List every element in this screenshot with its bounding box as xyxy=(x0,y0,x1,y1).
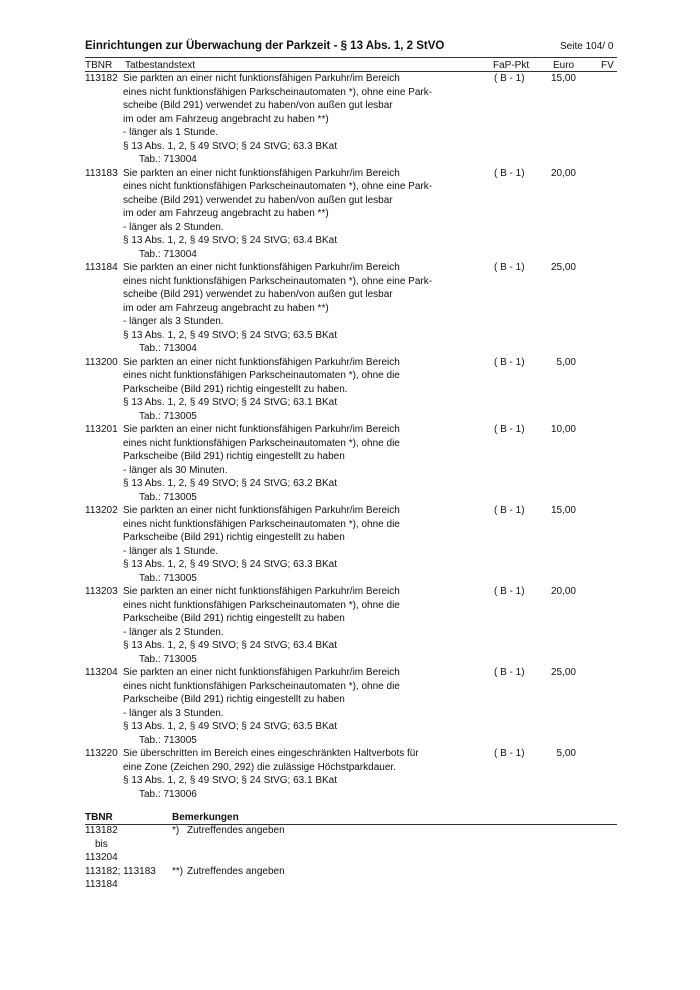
fap-cell: ( B - 1) xyxy=(494,356,525,368)
tatbestand-line: § 13 Abs. 1, 2, § 49 StVO; § 24 StVG; 63.4 BKat xyxy=(123,640,338,651)
remarks-row xyxy=(0,851,700,865)
tatbestand-line: - länger als 3 Stunden. xyxy=(123,707,224,719)
tatbestand-line: eines nicht funktionsfähigen Parkscheinautomaten *), ohne die xyxy=(123,599,400,611)
tatbestand-line: § 13 Abs. 1, 2, § 49 StVO; § 24 StVG; 63.1 BKat xyxy=(123,775,338,786)
header-rule-top xyxy=(85,57,617,58)
tbnr-cell: 113220 xyxy=(85,748,118,759)
tatbestand-line: - länger als 1 Stunde. xyxy=(123,127,219,138)
col-header-fv: FV xyxy=(601,60,614,71)
table-row xyxy=(0,72,700,167)
remarks-row xyxy=(0,824,700,838)
remarks-tbnr: 113182 xyxy=(85,825,118,836)
fap-cell: ( B - 1) xyxy=(494,748,525,759)
tatbestand-line: scheibe (Bild 291) verwendet zu haben/von außen gut lesbar xyxy=(123,194,393,206)
remarks-tbnr: 113184 xyxy=(85,879,118,890)
tatbestand-line: - länger als 2 Stunden. xyxy=(123,221,224,233)
table-row xyxy=(0,167,700,262)
euro-cell: 15,00 xyxy=(550,505,576,516)
tatbestand-cell xyxy=(123,72,700,167)
tatbestand-line: eines nicht funktionsfähigen Parkscheinautomaten *), ohne die xyxy=(123,518,400,530)
tatbestand-line: § 13 Abs. 1, 2, § 49 StVO; § 24 StVG; 63.1 BKat xyxy=(123,397,338,408)
euro-cell: 15,00 xyxy=(550,73,576,84)
tbnr-cell: 113183 xyxy=(85,167,118,179)
tatbestand-line: - länger als 2 Stunden. xyxy=(123,626,224,638)
fap-cell: ( B - 1) xyxy=(494,667,525,678)
tatbestand-line: § 13 Abs. 1, 2, § 49 StVO; § 24 StVG; 63.3 BKat xyxy=(123,559,338,570)
tatbestand-line: im oder am Fahrzeug angebracht zu haben **) xyxy=(123,113,329,125)
tatbestand-line: § 13 Abs. 1, 2, § 49 StVO; § 24 StVG; 63.5 BKat xyxy=(123,721,338,732)
tatbestand-cell xyxy=(123,504,700,585)
tatbestand-line: Sie parkten an einer nicht funktionsfähigen Parkuhr/im Bereich xyxy=(123,667,400,678)
remarks-row xyxy=(0,838,700,852)
tbnr-cell: 113200 xyxy=(85,356,118,368)
tatbestand-line: Sie überschritten im Bereich eines eingeschränkten Haltverbots für xyxy=(123,748,419,759)
tbnr-cell: 113201 xyxy=(85,424,118,435)
tatbestand-line: - länger als 30 Minuten. xyxy=(123,464,228,476)
tatbestand-cell xyxy=(123,585,700,666)
tab-reference: Tab.: 713005 xyxy=(139,734,197,746)
tatbestand-line: - länger als 1 Stunde. xyxy=(123,545,219,557)
remarks-row xyxy=(0,878,700,892)
euro-cell: 20,00 xyxy=(550,167,576,179)
tatbestand-line: § 13 Abs. 1, 2, § 49 StVO; § 24 StVG; 63.4 BKat xyxy=(123,235,338,246)
euro-cell: 20,00 xyxy=(550,586,576,597)
tatbestand-line: Sie parkten an einer nicht funktionsfähigen Parkuhr/im Bereich xyxy=(123,356,400,368)
tatbestand-line: eines nicht funktionsfähigen Parkscheinautomaten *), ohne die xyxy=(123,370,400,381)
tatbestand-line: § 13 Abs. 1, 2, § 49 StVO; § 24 StVG; 63.2 BKat xyxy=(123,478,338,489)
tatbestand-line: eines nicht funktionsfähigen Parkscheinautomaten *), ohne eine Park- xyxy=(123,181,433,192)
tab-reference: Tab.: 713005 xyxy=(139,572,197,584)
table-row xyxy=(0,585,700,666)
tab-reference: Tab.: 713004 xyxy=(139,343,197,354)
remarks-row xyxy=(0,865,700,879)
tatbestand-line: § 13 Abs. 1, 2, § 49 StVO; § 24 StVG; 63.5 BKat xyxy=(123,329,338,341)
remarks-header-text: Bemerkungen xyxy=(172,812,239,823)
remarks-header-tbnr: TBNR xyxy=(85,812,113,823)
tab-reference: Tab.: 713005 xyxy=(139,491,197,503)
tatbestand-cell xyxy=(123,666,700,747)
tatbestand-line: Parkscheibe (Bild 291) richtig eingestellt zu haben xyxy=(123,694,345,705)
remarks-mark: *) xyxy=(172,825,180,836)
tatbestand-line: scheibe (Bild 291) verwendet zu haben/von außen gut lesbar xyxy=(123,100,393,111)
euro-cell: 25,00 xyxy=(550,667,576,678)
tatbestand-cell xyxy=(123,167,700,262)
euro-cell: 5,00 xyxy=(556,356,576,368)
tatbestand-line: eine Zone (Zeichen 290, 292) die zulässige Höchstparkdauer. xyxy=(123,761,396,773)
col-header-euro: Euro xyxy=(553,60,575,71)
remarks-text: Zutreffendes angeben xyxy=(187,865,285,877)
tab-reference: Tab.: 713005 xyxy=(139,410,197,422)
fap-cell: ( B - 1) xyxy=(494,586,525,597)
tatbestand-line: im oder am Fahrzeug angebracht zu haben **) xyxy=(123,208,329,219)
table-row xyxy=(0,356,700,424)
tbnr-cell: 113202 xyxy=(85,505,118,516)
tatbestand-line: eines nicht funktionsfähigen Parkscheinautomaten *), ohne eine Park- xyxy=(123,275,433,287)
tab-reference: Tab.: 713004 xyxy=(139,248,197,260)
remarks-text: Zutreffendes angeben xyxy=(187,825,285,836)
col-header-fap: FaP-Pkt xyxy=(493,60,530,71)
tab-reference: Tab.: 713004 xyxy=(139,154,197,165)
tatbestand-line: Parkscheibe (Bild 291) richtig eingestellt zu haben xyxy=(123,451,345,462)
table-row xyxy=(0,261,700,356)
euro-cell: 5,00 xyxy=(556,748,576,759)
tbnr-cell: 113182 xyxy=(85,73,118,84)
tatbestand-cell xyxy=(123,423,700,504)
remarks-tbnr: 113204 xyxy=(85,852,118,863)
tatbestand-line: eines nicht funktionsfähigen Parkscheinautomaten *), ohne die xyxy=(123,680,400,692)
tatbestand-line: Sie parkten an einer nicht funktionsfähigen Parkuhr/im Bereich xyxy=(123,73,400,84)
page-number: Seite 104/ 0 xyxy=(560,41,614,52)
tatbestand-line: Parkscheibe (Bild 291) richtig eingestellt zu haben xyxy=(123,532,345,543)
tatbestand-line: Parkscheibe (Bild 291) richtig eingestellt zu haben. xyxy=(123,383,348,395)
tatbestand-line: Sie parkten an einer nicht funktionsfähigen Parkuhr/im Bereich xyxy=(123,505,400,516)
tatbestand-line: eines nicht funktionsfähigen Parkscheinautomaten *), ohne die xyxy=(123,437,400,449)
col-header-tatbestand: Tatbestandstext xyxy=(125,60,196,71)
remarks-tbnr: bis xyxy=(95,838,108,850)
tbnr-cell: 113204 xyxy=(85,667,118,678)
fap-cell: ( B - 1) xyxy=(494,262,525,273)
tab-reference: Tab.: 713005 xyxy=(139,653,197,665)
entries-list xyxy=(0,72,700,801)
remarks-mark: **) xyxy=(172,865,184,877)
table-row xyxy=(0,666,700,747)
remarks-list xyxy=(0,824,700,892)
table-row xyxy=(0,504,700,585)
tatbestand-cell xyxy=(123,747,700,801)
tatbestand-line: eines nicht funktionsfähigen Parkscheinautomaten *), ohne eine Park- xyxy=(123,86,433,98)
tatbestand-line: § 13 Abs. 1, 2, § 49 StVO; § 24 StVG; 63.3 BKat xyxy=(123,140,338,152)
fap-cell: ( B - 1) xyxy=(494,167,525,179)
euro-cell: 10,00 xyxy=(550,424,576,435)
tatbestand-line: Sie parkten an einer nicht funktionsfähigen Parkuhr/im Bereich xyxy=(123,424,400,435)
tbnr-cell: 113184 xyxy=(85,262,118,273)
col-header-tbnr: TBNR xyxy=(85,60,113,71)
tbnr-cell: 113203 xyxy=(85,586,118,597)
tatbestand-line: Sie parkten an einer nicht funktionsfähigen Parkuhr/im Bereich xyxy=(123,586,400,597)
table-row xyxy=(0,423,700,504)
tatbestand-line: im oder am Fahrzeug angebracht zu haben **) xyxy=(123,302,329,314)
remarks-tbnr: 113182; 113183 xyxy=(85,865,156,877)
tatbestand-line: Sie parkten an einer nicht funktionsfähigen Parkuhr/im Bereich xyxy=(123,167,400,179)
tatbestand-cell xyxy=(123,261,700,356)
tab-reference: Tab.: 713006 xyxy=(139,788,197,800)
tatbestand-line: Sie parkten an einer nicht funktionsfähigen Parkuhr/im Bereich xyxy=(123,262,400,273)
fap-cell: ( B - 1) xyxy=(494,505,525,516)
page-title: Einrichtungen zur Überwachung der Parkzeit - § 13 Abs. 1, 2 StVO xyxy=(85,40,445,52)
tatbestand-line: Parkscheibe (Bild 291) richtig eingestellt zu haben xyxy=(123,613,345,624)
fap-cell: ( B - 1) xyxy=(494,73,525,84)
fap-cell: ( B - 1) xyxy=(494,424,525,435)
euro-cell: 25,00 xyxy=(550,262,576,273)
tatbestand-cell xyxy=(123,356,700,424)
tatbestand-line: scheibe (Bild 291) verwendet zu haben/von außen gut lesbar xyxy=(123,289,393,300)
tatbestand-line: - länger als 3 Stunden. xyxy=(123,316,224,327)
table-row xyxy=(0,747,700,801)
